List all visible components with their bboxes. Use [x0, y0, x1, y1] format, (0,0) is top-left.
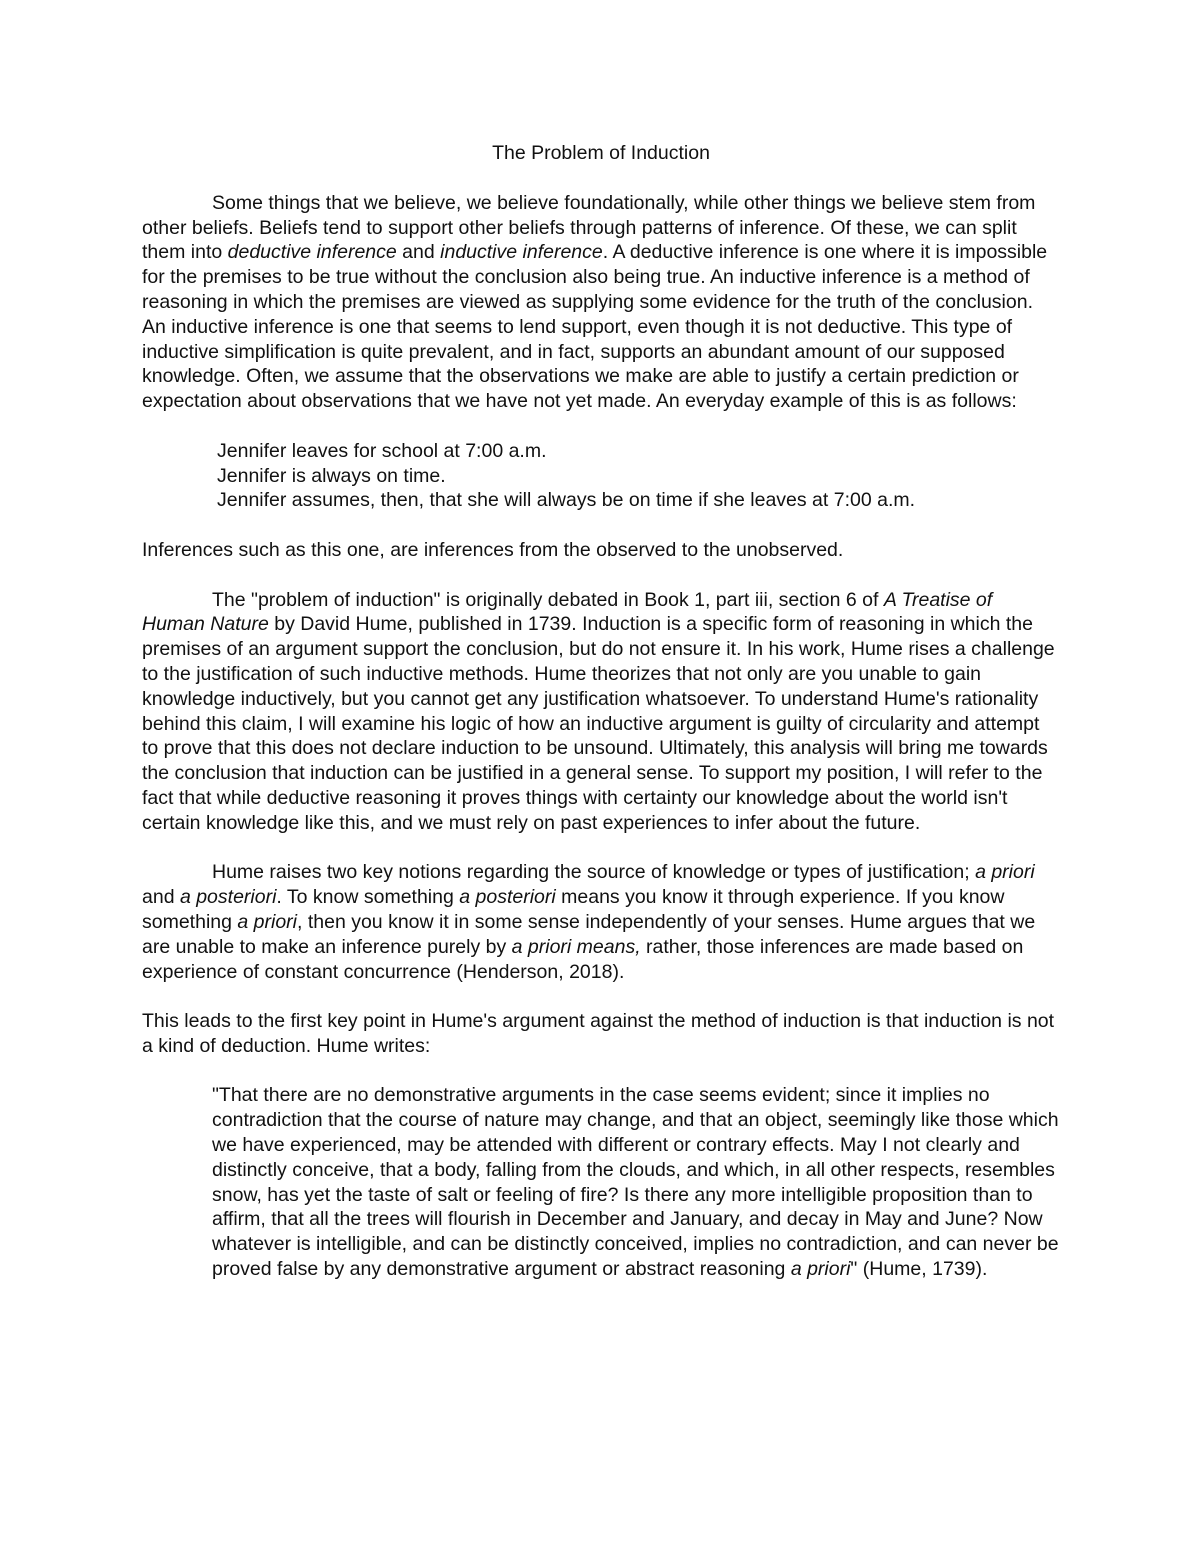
example-line: Jennifer leaves for school at 7:00 a.m. — [217, 439, 547, 462]
paragraph-text: . To know something — [276, 886, 460, 909]
page-title: The Problem of Induction — [492, 142, 710, 164]
italic-term: a posteriori — [459, 886, 556, 909]
paragraph-hume-treatise — [142, 588, 1060, 836]
paragraph-text: The "problem of induction" is originally debated in Book 1, part iii, section 6 of — [212, 588, 884, 611]
paragraph-first-key-point: This leads to the first key point in Hume's argument against the method of induction is that induction is not a kind of deduction. Hume writes: — [142, 1010, 1055, 1057]
document-body — [142, 141, 1060, 1282]
paragraph-text: and — [142, 886, 180, 909]
paragraph-text: . A deductive inference is one where it is impossible for the premises to be true without the conclusion also being true. An inductive inference is a method of reasoning in which the premises are viewed as supplying some evidence for the truth of the conclusion. An inductive inference is one that seems to lend support, even though it is not deductive. This type of inductive simplification is quite prevalent, and in fact, supports an abundant amount of our supposed knowledge. Often, we assume that the observations we make are able to justify a certain prediction or expectation about observations that we have not yet made. An everyday example of this is as follows: — [142, 241, 1048, 413]
quote-text: "That there are no demonstrative arguments in the case seems evident; since it implies no contradiction that the course of nature may change, and that an object, seemingly like those which we have experienced, may be attended with different or contrary effects. May I not clearly and distinctly conceive, that a body, falling from the clouds, and which, in all other respects, resembles snow, has yet the taste of salt or feeling of fire? Is there any more intelligible proposition than to affirm, that all the trees will flourish in December and January, and decay in May and June? Now whatever is intelligible, and can be distinctly conceived, implies no contradiction, and can never be proved false by any demonstrative argument or abstract reasoning — [212, 1084, 1059, 1281]
italic-term: a priori — [790, 1258, 851, 1281]
paragraph-text: by David Hume, published in 1739. Induction is a specific form of reasoning in which the premises of an argument support the conclusion, but do not ensure it. In his work, Hume rises a challenge to the justification of such inductive methods. Hume theorizes that not only are you unable to gain knowledge inductively, but you cannot get any justification whatsoever. To understand Hume's rationality behind this claim, I will examine his logic of how an inductive argument is guilty of circularity and attempt to prove that this does not declare induction to be unsound. Ultimately, this analysis will bring me towards the conclusion that induction can be justified in a general sense. To support my position, I will refer to the fact that while deductive reasoning it proves things with certainty our knowledge about the world isn't certain knowledge like this, and we must rely on past experiences to infer about the future. — [142, 613, 1055, 834]
quote-text: " (Hume, 1739). — [850, 1258, 988, 1281]
italic-term: a posteriori — [179, 886, 277, 909]
example-line: Jennifer is always on time. — [217, 464, 446, 487]
italic-title: A Treatise of Human Nature — [142, 588, 993, 636]
block-quote — [212, 1083, 1062, 1281]
paragraph-intro — [142, 191, 1060, 414]
paragraph-text: Hume raises two key notions regarding the source of knowledge or types of justification; — [212, 861, 976, 884]
italic-term: deductive inference — [227, 241, 397, 264]
paragraph-apriori — [142, 860, 1060, 984]
paragraph-text: , then you know it in some sense independently of your senses. Hume argues that we are unable to make an inference purely by — [142, 910, 1036, 958]
italic-term: inductive inference — [440, 241, 603, 264]
italic-term: a priori — [975, 861, 1035, 884]
example-list — [217, 439, 1060, 513]
paragraph-text: rather, those inferences are made based on experience of constant concurrence (Henderson, 2018). — [142, 935, 1024, 983]
paragraph-text: Some things that we believe, we believe foundationally, while other things we believe stem from other beliefs. Beliefs tend to support other beliefs through patterns of inference. Of these, we can split them into — [142, 191, 1036, 264]
paragraph-text: means you know it through experience. If you know something — [142, 886, 1005, 933]
example-line: Jennifer assumes, then, that she will always be on time if she leaves at 7:00 a.m. — [217, 489, 916, 512]
italic-term: a priori — [237, 910, 297, 933]
paragraph-observed: Inferences such as this one, are inferences from the observed to the unobserved. — [142, 538, 844, 561]
paragraph-text: and — [396, 241, 441, 264]
italic-term: a priori means, — [511, 935, 641, 958]
